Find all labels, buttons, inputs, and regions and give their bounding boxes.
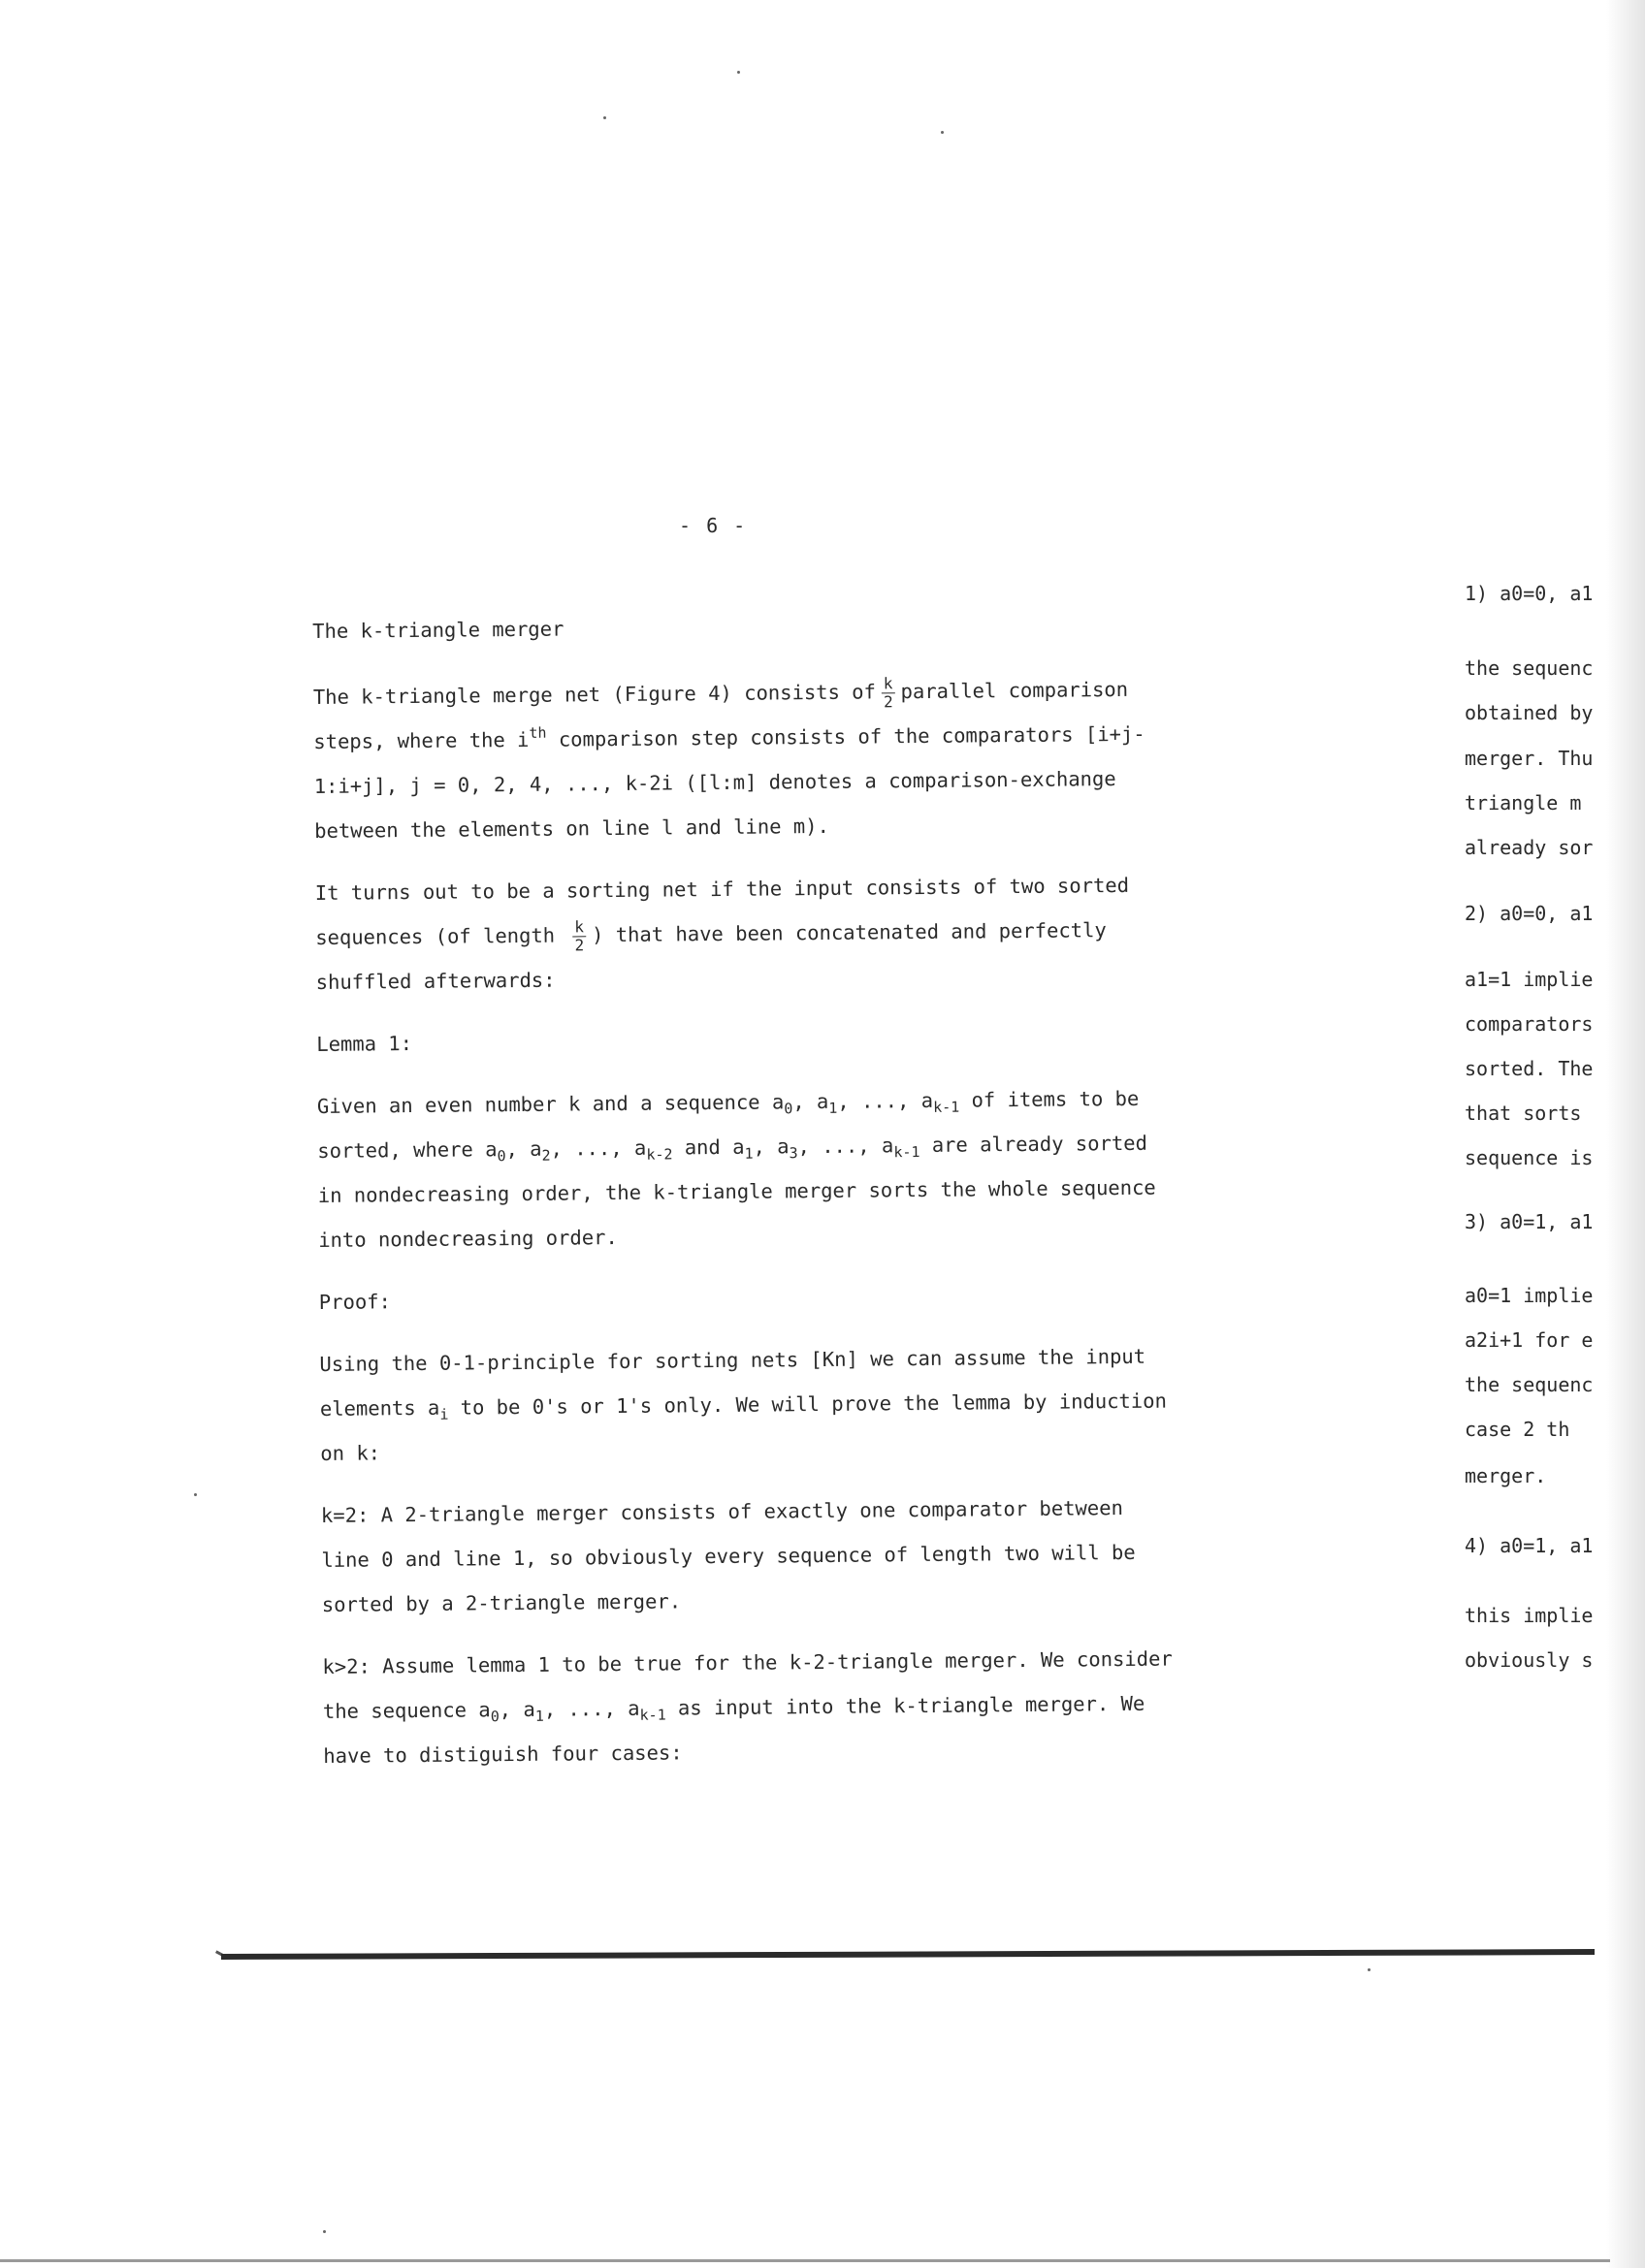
facing-line: triangle m xyxy=(1465,791,1582,815)
facing-line: 4) a0=1, a1 xyxy=(1465,1534,1594,1557)
fraction-k-over-2 xyxy=(882,675,895,711)
facing-line: merger. Thu xyxy=(1465,747,1594,770)
paragraph-definition xyxy=(313,667,1169,853)
text: Given an even number k and a sequence a xyxy=(316,1090,785,1118)
fraction-k-over-2 xyxy=(572,918,586,954)
subscript: 2 xyxy=(541,1146,551,1165)
text: , a xyxy=(499,1697,535,1722)
text: of items to be sorted, where a xyxy=(317,1086,1140,1163)
facing-line: this implie xyxy=(1465,1604,1594,1627)
subscript: 0 xyxy=(497,1147,506,1166)
facing-line: obtained by xyxy=(1465,701,1594,724)
text: The k-triangle merge net (Figure 4) consists of xyxy=(312,680,877,709)
proof-title: Proof: xyxy=(318,1290,392,1314)
fraction-numerator: k xyxy=(882,675,895,693)
facing-line: the sequenc xyxy=(1465,656,1594,680)
scan-speck xyxy=(941,131,944,134)
subscript: 1 xyxy=(744,1144,754,1163)
facing-line: a1=1 implie xyxy=(1465,968,1594,991)
facing-line: obviously s xyxy=(1465,1648,1594,1672)
text: , ..., a xyxy=(543,1696,640,1721)
text: are already sorted in nondecreasing order, the k-triangle merger sorts the whole sequence into nondecreasing order. xyxy=(317,1131,1156,1252)
text: , ..., a xyxy=(797,1134,894,1159)
subscript: 3 xyxy=(789,1144,798,1163)
text: , a xyxy=(792,1089,829,1114)
scan-speck xyxy=(323,2230,326,2233)
text: to be 0's or 1's only. We will prove the lemma by induction on k: xyxy=(320,1389,1167,1465)
subscript: k-1 xyxy=(933,1098,960,1116)
horizontal-rule xyxy=(221,1949,1595,1960)
subscript: k-1 xyxy=(639,1706,666,1724)
subscript: i xyxy=(439,1405,449,1423)
subscript: 1 xyxy=(828,1099,838,1117)
facing-line: the sequenc xyxy=(1465,1373,1594,1396)
facing-line: sorted. The xyxy=(1465,1057,1594,1080)
main-column xyxy=(312,601,1177,1796)
text: and a xyxy=(672,1134,745,1160)
facing-line: case 2 th xyxy=(1465,1418,1570,1441)
scan-speck xyxy=(603,116,606,119)
facing-page-column xyxy=(1465,582,1596,1677)
text: as input into the k-triangle merger. We have to distiguish four cases: xyxy=(323,1691,1145,1768)
scan-speck xyxy=(1368,1968,1371,1971)
text: parallel comparison steps, where the i xyxy=(313,677,1129,753)
subscript: k-1 xyxy=(893,1143,920,1162)
subscript: 0 xyxy=(490,1708,500,1726)
fraction-denominator: 2 xyxy=(574,935,585,954)
text: , a xyxy=(505,1136,542,1162)
scan-speck xyxy=(737,71,740,74)
subscript: 0 xyxy=(784,1100,793,1118)
scan-speck xyxy=(194,1493,197,1496)
facing-line: a2i+1 for e xyxy=(1465,1328,1594,1352)
facing-line: a0=1 implie xyxy=(1465,1284,1594,1307)
base-case: k=2: A 2-triangle merger consists of exactly one comparator between line 0 and line 1, so obviously every sequence of length two will be sorted by a 2-triangle merger. xyxy=(320,1496,1136,1616)
facing-line: that sorts xyxy=(1465,1102,1582,1125)
facing-line: 1) a0=0, a1 xyxy=(1465,582,1594,605)
facing-line: comparators xyxy=(1465,1012,1594,1036)
text: , ..., a xyxy=(837,1088,934,1113)
proof-intro xyxy=(319,1334,1174,1476)
text: It turns out to be a sorting net if the input consists of two sorted sequences (of length xyxy=(314,873,1130,949)
page-number: - 6 - xyxy=(679,514,748,537)
induction-step xyxy=(322,1637,1177,1778)
facing-line: sequence is xyxy=(1465,1146,1594,1169)
lemma-statement xyxy=(317,1076,1173,1262)
text: , ..., a xyxy=(550,1135,647,1161)
facing-line: 3) a0=1, a1 xyxy=(1465,1210,1594,1233)
facing-line: merger. xyxy=(1465,1464,1547,1487)
fraction-numerator: k xyxy=(572,918,586,937)
facing-line: already sor xyxy=(1465,836,1594,859)
facing-line: 2) a0=0, a1 xyxy=(1465,902,1594,925)
superscript: th xyxy=(529,723,547,742)
page-edge-shadow xyxy=(1606,0,1645,2268)
text: Using the 0-1-principle for sorting nets [Kn] we can assume the input elements a xyxy=(319,1344,1146,1421)
text: , a xyxy=(753,1134,790,1159)
paragraph-sorting-net xyxy=(315,863,1170,1005)
subscript: k-2 xyxy=(646,1145,673,1164)
subscript: 1 xyxy=(534,1707,544,1725)
text: ) that have been concatenated and perfectly shuffled afterwards: xyxy=(315,918,1107,994)
text: k>2: Assume lemma 1 to be true for the k-2-triangle merger. We consider the sequence a xyxy=(322,1646,1173,1723)
section-heading: The k-triangle merger xyxy=(312,617,564,643)
text: comparison step consists of the comparators [i+j-1:i+j], j = 0, 2, 4, ..., k-2i ([l:m] denotes a comparison-exchange between the elements on line l and line m). xyxy=(313,721,1145,843)
fraction-denominator: 2 xyxy=(883,691,893,711)
lemma-title: Lemma 1: xyxy=(316,1032,413,1056)
page-bottom-edge xyxy=(0,2259,1610,2262)
